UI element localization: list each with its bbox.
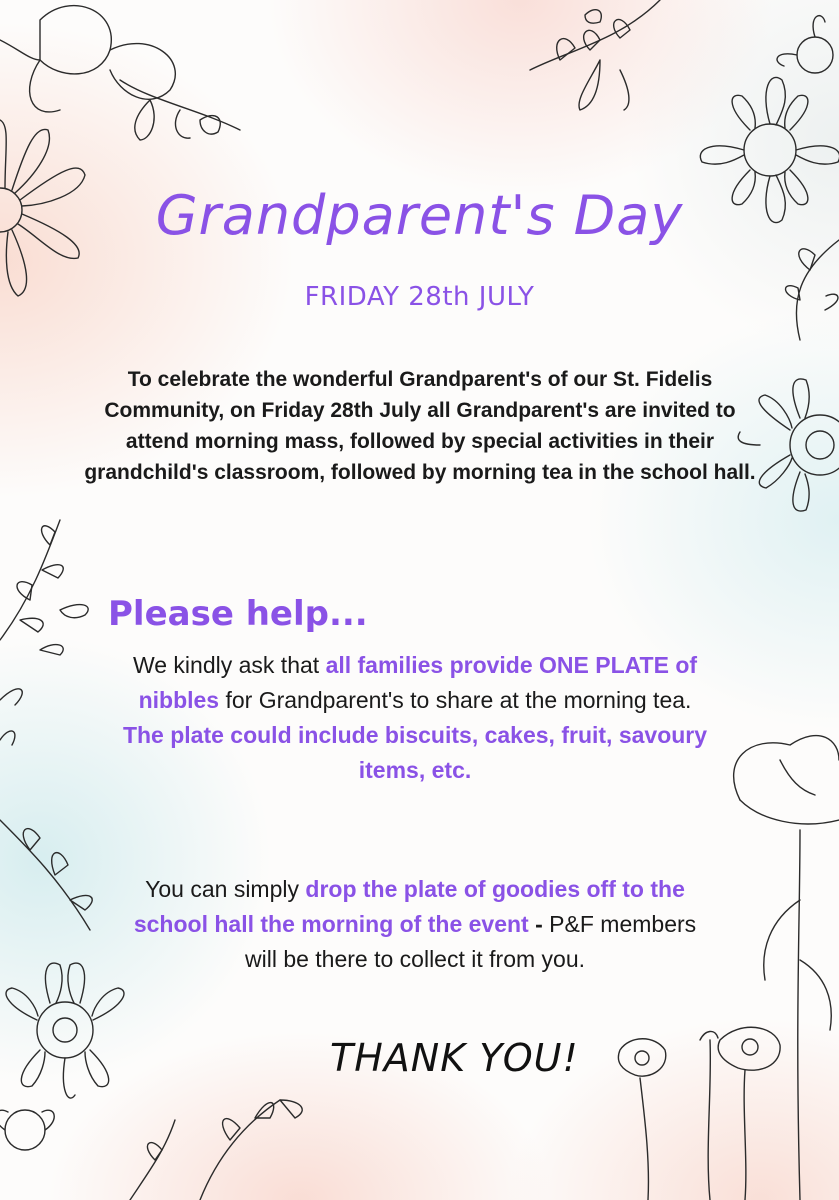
request-text: We kindly ask that <box>132 652 326 678</box>
page-title: Grandparent's Day <box>155 184 684 247</box>
request-highlight: all families provide ONE PLATE of nibbles <box>138 652 698 713</box>
event-date: FRIDAY 28th JULY <box>304 282 535 312</box>
dropoff-highlight: drop the plate of goodies off to the school hall the morning of the event <box>133 876 685 937</box>
flower-outline-icon <box>0 6 240 140</box>
thank-you: THANK YOU! <box>330 1036 579 1080</box>
dropoff-dash: - <box>528 911 550 937</box>
dropoff-collect: P&F members will be there to collect it from you. <box>244 911 697 972</box>
dropoff-text: You can simply <box>145 876 306 902</box>
sunflower-icon <box>0 963 124 1150</box>
dropoff-paragraph <box>115 872 715 977</box>
intro-paragraph: To celebrate the wonderful Grandparent's of our St. Fidelis Community, on Friday 28th July all Grandparent's are invited to attend morning mass, followed by special activities in their grandchild's classroom, followed by morning tea in the school hall. <box>84 368 756 484</box>
plate-suggestions: The plate could include biscuits, cakes, fruit, savoury items, etc. <box>122 722 708 783</box>
request-paragraph <box>115 648 715 788</box>
request-text-2: for Grandparent's to share at the morning tea. <box>219 687 692 713</box>
leaf-branch-icon <box>530 0 660 110</box>
leaf-branch-icon <box>0 520 88 745</box>
help-heading: Please help... <box>108 594 368 634</box>
